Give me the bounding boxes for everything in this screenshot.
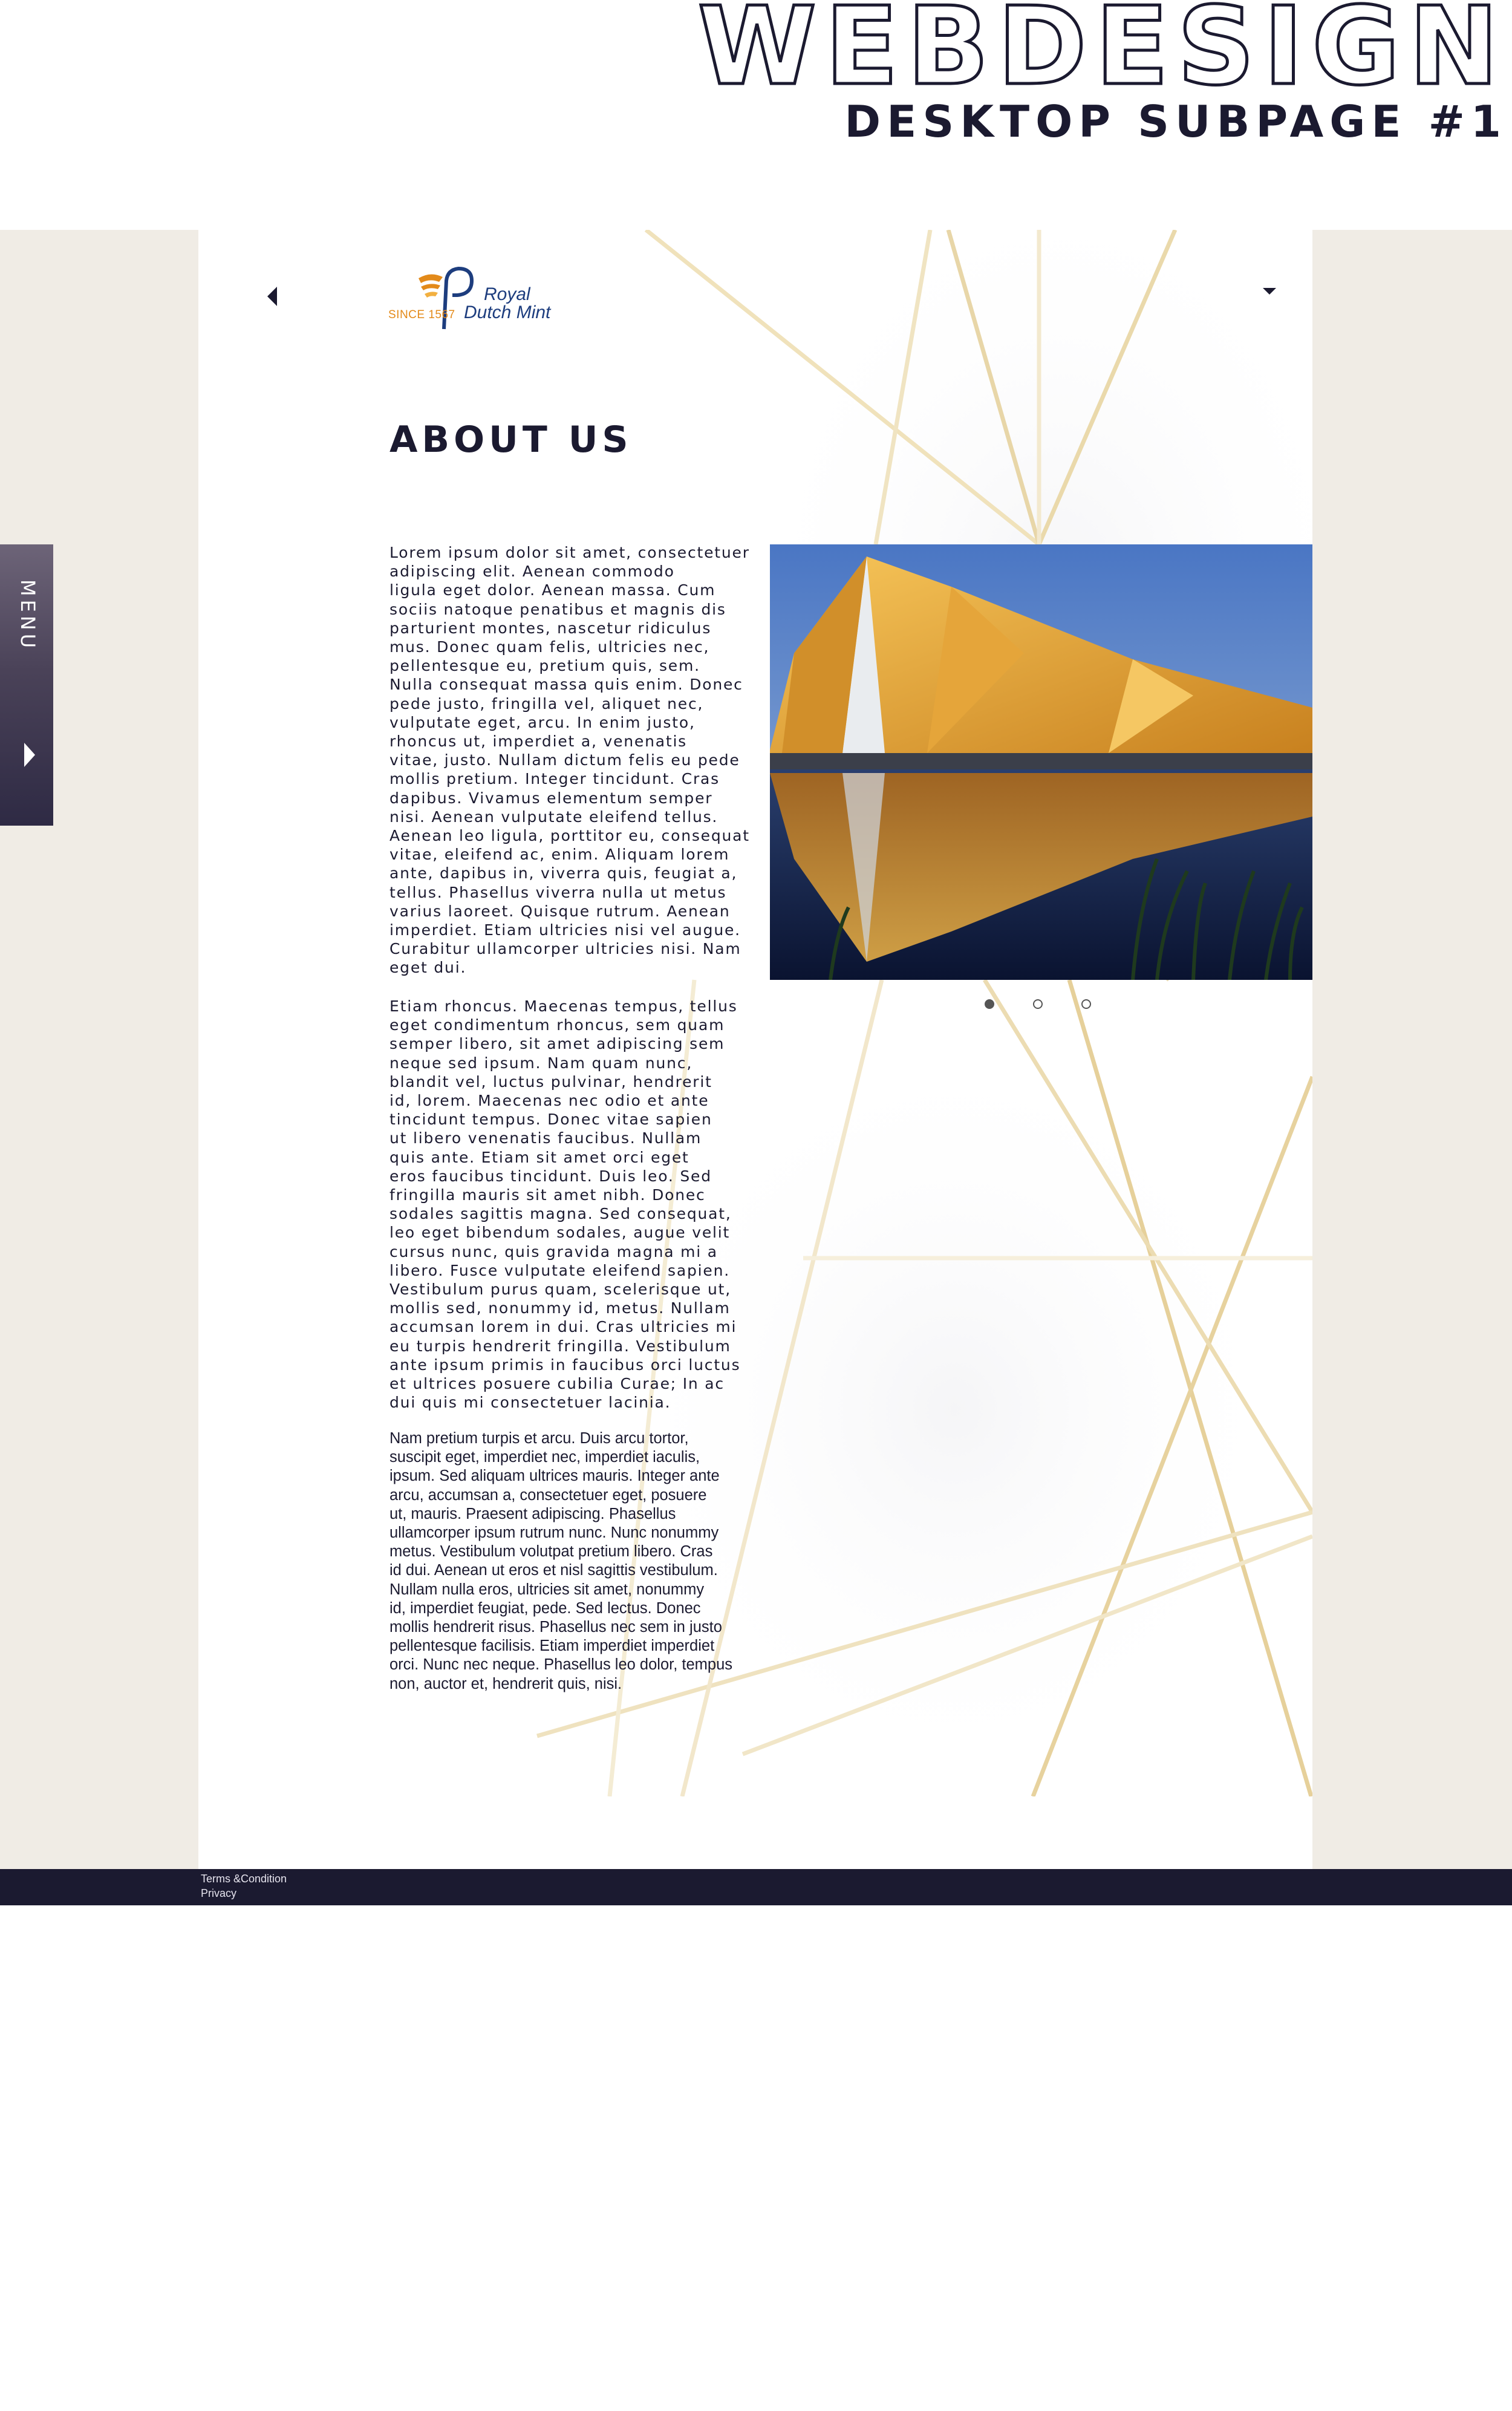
body-paragraph-1: Lorem ipsum dolor sit amet, consectetuer adipiscing elit. Aenean commodo ligula eget dolor. Aenean massa. Cum sociis natoque penatibus et magnis dis parturient montes, nascetur ridiculus mus. Donec quam felis, ultricies nec, pellentesque eu, pretium quis, sem. Nulla consequat massa quis enim. Donec pede justo, fringilla vel, aliquet nec, vulputate eget, arcu. In enim justo, rhoncus ut, imperdiet a, venenatis vitae, justo. Nullam dictum felis eu pede mollis pretium. Integer tincidunt. Cras dapibus. Vivamus elementum semper nisi. Aenean vulputate eleifend tellus. Aenean leo ligula, porttitor eu, consequat vitae, eleifend ac, enim. Aliquam lorem ante, dapibus in, viverra quis, feugiat a, tellus. Phasellus viverra nulla ut metus varius laoreet. Quisque rutrum. Aenean imperdiet. Etiam ultricies nisi vel augue. Curabitur ullamcorper ultricies nisi. Nam eget dui.	[389, 544, 750, 977]
carousel-indicators	[985, 999, 1106, 1011]
footer-link-privacy[interactable]: Privacy	[201, 1887, 237, 1899]
gold-lines-decoration	[198, 230, 1312, 1796]
right-side-panel	[1312, 230, 1512, 1869]
chevron-left-icon[interactable]	[267, 287, 277, 306]
header-title: WEBDESIGN	[697, 0, 1507, 109]
hero-image-building	[770, 544, 1312, 980]
golden-building-illustration	[770, 544, 1312, 980]
chevron-right-icon	[24, 743, 35, 767]
carousel-dot-2[interactable]	[1033, 999, 1043, 1009]
left-side-panel	[0, 230, 198, 1869]
body-paragraph-3: Nam pretium turpis et arcu. Duis arcu tortor, suscipit eget, imperdiet nec, imperdiet iaculis, ipsum. Sed aliquam ultrices mauris. Integer ante arcu, accumsan a, consectetuer eget, posuere ut, mauris. Praesent adipiscing. Phasellus ullamcorper ipsum rutrum nunc. Nunc nonummy metus. Vestibulum volutpat pretium libero. Cras id dui. Aenean ut eros et nisl sagittis vestibulum. Nullam nulla eros, ultricies sit amet, nonummy id, imperdiet feugiat, pede. Sed lectus. Donec mollis hendrerit risus. Phasellus nec sem in justo pellentesque facilisis. Etiam imperdiet imperdiet orci. Nunc nec neque. Phasellus leo dolor, tempus non, auctor et, hendrerit quis, nisi.	[389, 1430, 733, 1692]
royal-dutch-mint-logo[interactable]	[388, 264, 570, 330]
logo-royal-text: Royal	[484, 284, 530, 304]
carousel-dot-3[interactable]	[1081, 999, 1091, 1009]
content-area	[198, 230, 1312, 1869]
header-subtitle: DESKTOP SUBPAGE #1	[844, 96, 1507, 147]
logo-dutch-mint-text: Dutch Mint	[464, 302, 551, 322]
menu-tab[interactable]	[0, 544, 53, 826]
body-paragraph-2: Etiam rhoncus. Maecenas tempus, tellus eget condimentum rhoncus, sem quam semper libero, sit amet adipiscing sem neque sed ipsum. Nam quam nunc, blandit vel, luctus pulvinar, hendrerit id, lorem. Maecenas nec odio et ante tincidunt tempus. Donec vitae sapien ut libero venenatis faucibus. Nullam quis ante. Etiam sit amet orci eget eros faucibus tincidunt. Duis leo. Sed fringilla mauris sit amet nibh. Donec sodales sagittis magna. Sed consequat, leo eget bibendum sodales, augue velit cursus nunc, quis gravida magna mi a libero. Fusce vulputate eleifend sapien. Vestibulum purus quam, scelerisque ut, mollis sed, nonummy id, metus. Nullam accumsan lorem in dui. Cras ultricies mi eu turpis hendrerit fringilla. Vestibulum ante ipsum primis in faucibus orci luctus et ultrices posuere cubilia Curae; In ac dui quis mi consectetuer lacinia.	[389, 997, 741, 1412]
carousel-dot-1[interactable]	[985, 999, 994, 1009]
menu-label: MENU	[16, 579, 39, 652]
desktop-mockup	[0, 230, 1512, 1905]
footer	[0, 1869, 1512, 1905]
page-title: ABOUT US	[389, 419, 633, 461]
logo-since-text: SINCE 1567	[388, 308, 455, 321]
caret-down-icon[interactable]	[1263, 288, 1276, 295]
footer-link-terms[interactable]: Terms &Condition	[201, 1873, 287, 1885]
